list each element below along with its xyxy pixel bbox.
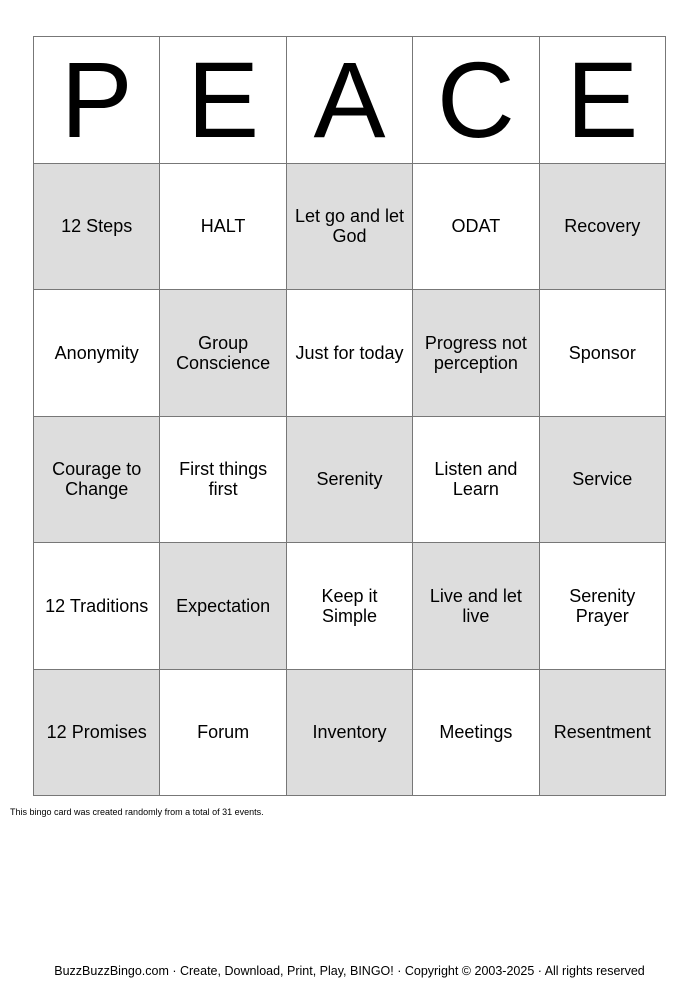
bingo-cell-text: 12 Promises (46, 722, 147, 743)
header-letter-text: C (436, 38, 515, 160)
bingo-cell (34, 543, 160, 670)
bingo-cell-text: Expectation (176, 595, 271, 616)
bingo-cell-text: Forum (197, 722, 250, 743)
bingo-cell (160, 164, 286, 291)
bingo-cell-text: Progress not perception (424, 332, 527, 373)
bingo-cell-text: 12 Steps (61, 216, 133, 237)
bingo-cell (160, 543, 286, 670)
bingo-cell-text: Listen and Learn (434, 459, 518, 500)
bingo-cell-text: Live and let live (429, 585, 522, 626)
bingo-cell (540, 670, 666, 797)
bingo-cell-text: Serenity Prayer (569, 585, 636, 626)
bingo-cell (540, 417, 666, 544)
header-letter (287, 37, 413, 164)
bingo-cell (287, 164, 413, 291)
bingo-cell (540, 290, 666, 417)
bingo-cell-text: Serenity (316, 469, 383, 490)
bingo-cell-text: 12 Traditions (45, 595, 149, 616)
bingo-cell (540, 543, 666, 670)
generation-note: This bingo card was created randomly from a total of 31 events. (10, 807, 264, 817)
bingo-cell-text: Group Conscience (176, 332, 271, 373)
bingo-cell (34, 164, 160, 291)
bingo-cell-text: First things first (179, 459, 268, 500)
bingo-cell-text: Inventory (312, 722, 387, 743)
bingo-cell (160, 290, 286, 417)
bingo-cell-text: Let go and let God (294, 206, 405, 247)
header-letter-text: A (313, 38, 386, 160)
bingo-cell-text: Recovery (564, 216, 641, 237)
bingo-cell (413, 670, 539, 797)
bingo-cell-text: ODAT (451, 216, 501, 237)
bingo-cell (413, 543, 539, 670)
header-letter (540, 37, 666, 164)
bingo-cell-text: Resentment (553, 722, 651, 743)
footer-copyright: BuzzBuzzBingo.com · Create, Download, Print, Play, BINGO! · Copyright © 2003-2025 · All rights reserved (54, 964, 645, 978)
bingo-cell-text: HALT (200, 216, 246, 237)
bingo-cell (34, 417, 160, 544)
bingo-cell (287, 670, 413, 797)
bingo-cell (287, 290, 413, 417)
bingo-cell (287, 417, 413, 544)
bingo-cell-text: Sponsor (568, 342, 636, 363)
bingo-cell-text: Meetings (439, 722, 513, 743)
header-letter (34, 37, 160, 164)
bingo-cell (34, 290, 160, 417)
header-letter-text: E (187, 38, 260, 160)
bingo-cell-text: Courage to Change (52, 459, 142, 500)
bingo-card (33, 36, 666, 796)
header-letter (160, 37, 286, 164)
bingo-cell (34, 670, 160, 797)
header-letter (413, 37, 539, 164)
bingo-cell-text: Anonymity (54, 342, 139, 363)
bingo-cell-text: Keep it Simple (321, 585, 378, 626)
bingo-cell (413, 290, 539, 417)
bingo-cell (160, 670, 286, 797)
header-letter-text: P (60, 38, 133, 160)
header-letter-text: E (566, 38, 639, 160)
bingo-cell (287, 543, 413, 670)
bingo-cell (413, 164, 539, 291)
bingo-cell-text: Service (572, 469, 633, 490)
bingo-cell-text: Just for today (295, 342, 404, 363)
bingo-cell (413, 417, 539, 544)
bingo-cell (540, 164, 666, 291)
bingo-cell (160, 417, 286, 544)
